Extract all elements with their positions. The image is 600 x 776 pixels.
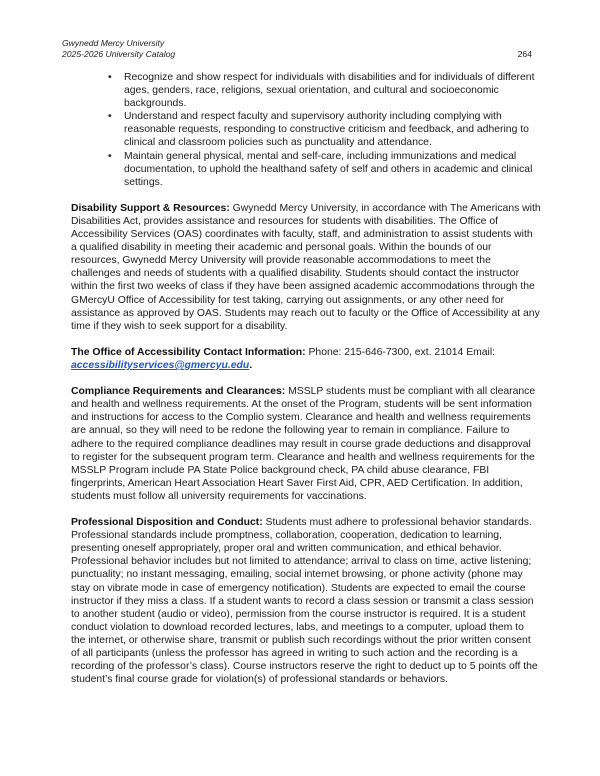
section-heading: Disability Support & Resources: bbox=[71, 202, 230, 214]
page-number: 264 bbox=[517, 49, 532, 59]
section-heading: The Office of Accessibility Contact Information: bbox=[71, 346, 306, 358]
section-body: Phone: 215-646-7300, ext. 21014 Email: bbox=[305, 346, 496, 358]
bullet-icon: • bbox=[108, 111, 112, 123]
section-body: MSSLP students must be compliant with all clearance and health and wellness requirements. At the onset of the Program, students will be sent information and instructions for access to the Complio system. Clearance and health and wellness requirements are annual, so they will need to be redone the following year to remain in compliance. Failure to adhere to the required compliance deadlines may result in course grade deductions and disapproval to register for the subsequent program term. Clearance and health and wellness requirements for the MSSLP Program include PA State Police background check, PA child abuse clearance, FBI fingerprints, American Heart Association Heart Saver First Aid, CPR, AED Certification. In addition, students must follow all university requirements for vaccinations. bbox=[71, 386, 536, 502]
list-item: • Maintain general physical, mental and self-care, including immunizations and medical documentation, to uphold the healthand safety of self and others in academic and clinical settings. bbox=[108, 150, 533, 188]
list-item: • Understand and respect faculty and supervisory authority including complying with reasonable requests, responding to constructive criticism and feedback, and adhering to clinical and classroom policies such as punctuality and attendance. bbox=[108, 111, 529, 149]
page-body bbox=[71, 71, 541, 699]
bullet-icon: • bbox=[108, 72, 112, 83]
section-body: Students must adhere to professional behavior standards. Professional standards include promptness, collaboration, cooperation, dedication to learning, presenting oneself appropriately, proper oral and written communication, and ethical behavior. Professional behavior includes but not limited to attendance; arrival to class on time, active listening; punctuality; no instant messaging, emailing, social internet browsing, or phone activity (phone may stay on vibrate mode in case of emergency notification). Students are expected to email the course instructor if they miss a class. If a student wants to record a class session or transmit a class session to another student (audio or video), permission from the course instructor is required. It is a student conduct violation to download recorded lectures, labs, and meetings to a computer, upload them to the internet, or otherwise share, transmit or publish such recordings without the prior written consent of all participants (unless the professor has agreed in writing to such action and the recording is a recording of the professor’s class). Course instructors reserve the right to deduct up to 5 points off the student’s final course grade for violation(s) of professional standards or behaviors. bbox=[71, 517, 538, 686]
accessibility-contact-section: The Office of Accessibility Contact Information: Phone: 215-646-7300, ext. 21014 Email: accessibilityservices@gmercyu.edu. bbox=[71, 346, 496, 371]
email-link[interactable]: accessibilityservices@gmercyu.edu bbox=[71, 359, 250, 371]
page-header bbox=[62, 38, 532, 60]
catalog-title: 2025-2026 University Catalog bbox=[62, 49, 176, 59]
compliance-section bbox=[71, 385, 541, 503]
disability-support-section bbox=[71, 202, 541, 333]
institution-name: Gwynedd Mercy University bbox=[62, 38, 165, 48]
conduct-section bbox=[71, 516, 541, 686]
requirements-list bbox=[71, 71, 541, 189]
bullet-icon: • bbox=[108, 150, 112, 162]
section-heading: Professional Disposition and Conduct: bbox=[71, 517, 263, 529]
list-item: • Recognize and show respect for individuals with disabilities and for individuals of different ages, genders, race, religions, sexual orientation, and cultural and socioeconomic backgrounds. bbox=[108, 72, 535, 110]
section-heading: Compliance Requirements and Clearances: bbox=[71, 386, 286, 398]
section-body: Gwynedd Mercy University, in accordance with The Americans with Disabilities Act, provides assistance and resources for students with disabilities. The Office of Accessibility Services (OAS) coordinates with faculty, staff, and administration to assist students with a qualified disability in meeting their academic and personal goals. Within the bounds of our resources, Gwynedd Mercy University will provide reasonable accommodations to meet the challenges and needs of students with a qualified disability. Students should contact the instructor within the first two weeks of class if they have been assigned academic accommodations through the GMercyU Office of Accessibility for test taking, carrying out assignments, or any other need for assistance as approved by OAS. Students may reach out to faculty or the Office of Accessibility at any time if they wish to seek support for a disability. bbox=[71, 202, 541, 332]
